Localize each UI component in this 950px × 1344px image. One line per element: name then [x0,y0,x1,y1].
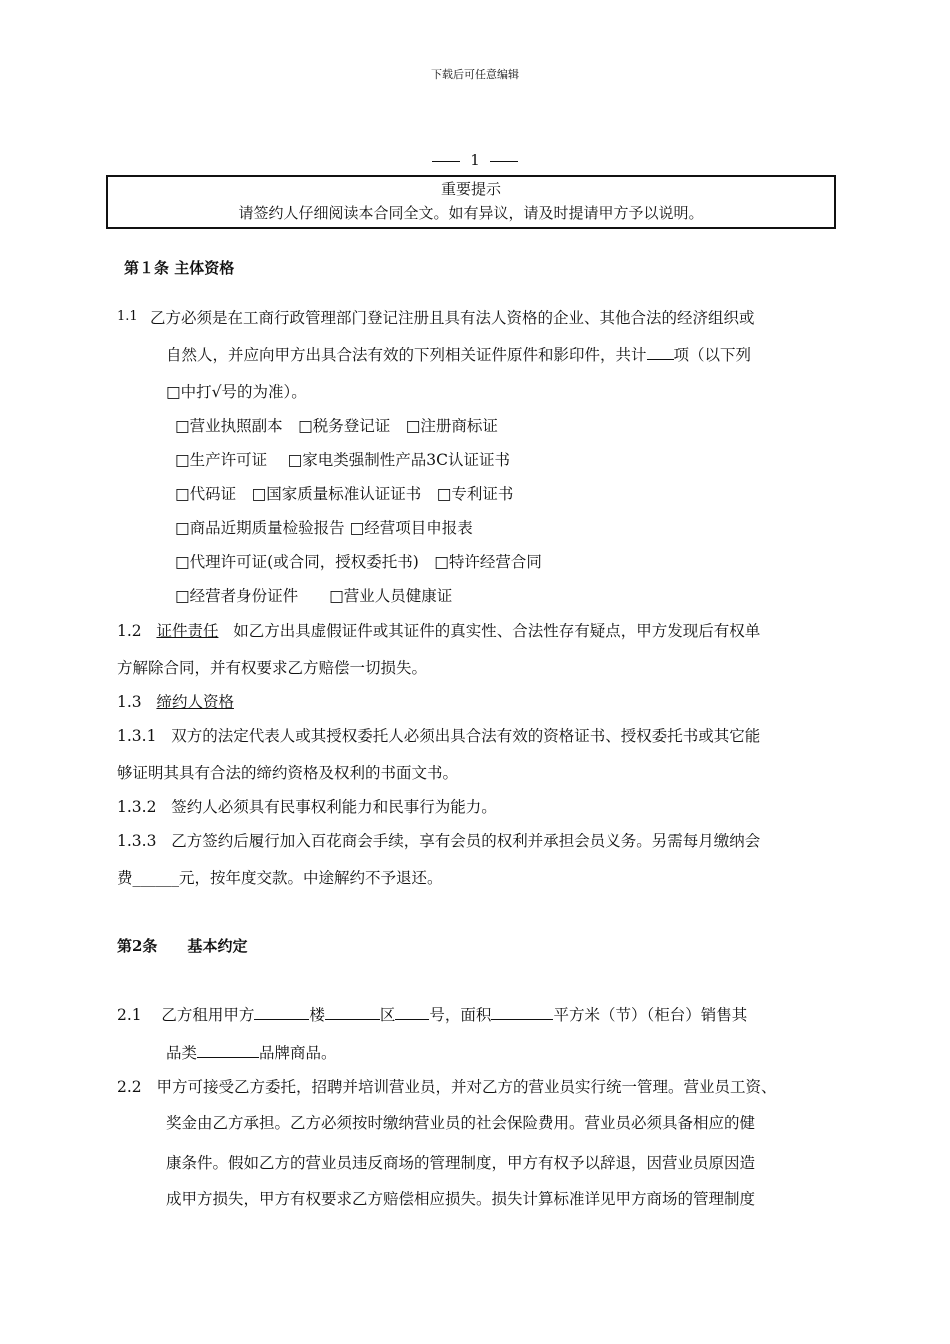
clause-1-3-3-number: 1.3.3 [117,832,157,850]
count-blank [647,344,674,360]
clause-2-2-text: 甲方可接受乙方委托，招聘并培训营业员，并对乙方的营业员实行统一管理。营业员工资、 [156,1078,777,1096]
page-number-value: 1 [470,151,480,169]
checklist-row: □代理许可证(或合同，授权委托书) □特许经营合同 [175,553,542,571]
clause-2-1-seg3: 区 [379,1006,396,1024]
clause-1-3-3-line1 [117,829,760,851]
clause-1-2-text: 如乙方出具虚假证件或其证件的真实性、合法性存有疑点，甲方发现后有权单 [233,622,761,640]
clause-2-1-line2-b: 品牌商品。 [259,1044,337,1062]
clause-1-3-3-line2: 费______元，按年度交款。中途解约不予退还。 [117,869,443,887]
clause-2-2-line4: 成甲方损失，甲方有权要求乙方赔偿相应损失。损失计算标准详见甲方商场的管理制度 [166,1190,756,1208]
clause-1-3-2-number: 1.3.2 [117,798,157,816]
clause-2-2-line1 [117,1075,776,1097]
clause-2-1-line2 [166,1041,337,1063]
dash-left [432,161,460,162]
checklist-row: □经营者身份证件 □营业人员健康证 [175,587,453,605]
clause-2-1-seg2: 楼 [309,1006,325,1024]
page-header: 下载后可任意编辑 [431,68,519,81]
clause-1-3-2-text: 签约人必须具有民事权利能力和民事行为能力。 [171,798,497,816]
clause-1-3-1-line1 [117,724,760,746]
dash-right [490,161,518,162]
checklist-row: □代码证 □国家质量标准认证证书 □专利证书 [175,485,514,503]
article-1-heading: 第１条 主体资格 [124,259,235,277]
clause-1-1-line2-a: 自然人，并应向甲方出具合法有效的下列相关证件原件和影印件，共计 [166,346,647,364]
article-2-heading: 第2条 基本约定 [117,937,248,955]
clause-2-1-number: 2.1 [117,1006,142,1024]
clause-1-1-line1: 乙方必须是在工商行政管理部门登记注册且具有法人资格的企业、其他合法的经济组织或 [150,309,755,327]
notice-body: 请签约人仔细阅读本合同全文。如有异议，请及时提请甲方予以说明。 [238,204,704,222]
clause-1-1-line2 [166,343,751,365]
clause-1-3-2 [117,795,497,817]
number-blank [395,1004,429,1020]
clause-2-1-seg4: 号，面积 [429,1006,492,1024]
clause-1-3 [117,690,234,712]
area-blank [491,1004,553,1020]
clause-1-2-number: 1.2 [117,622,142,640]
zone-blank [325,1004,380,1020]
clause-1-3-title: 缔约人资格 [156,693,234,711]
checklist-row: □营业执照副本 □税务登记证 □注册商标证 [175,417,498,435]
important-notice-box [106,175,836,229]
clause-1-3-1-number: 1.3.1 [117,727,157,745]
clause-1-2-title: 证件责任 [156,622,219,640]
clause-2-2-number: 2.2 [117,1078,142,1096]
checklist-row: □商品近期质量检验报告 □经营项目申报表 [175,519,473,537]
floor-blank [254,1004,309,1020]
clause-1-2-line2: 方解除合同，并有权要求乙方赔偿一切损失。 [117,659,428,677]
clause-1-3-1-line2: 够证明其具有合法的缔约资格及权利的书面文书。 [117,764,459,782]
clause-1-3-1-text: 双方的法定代表人或其授权委托人必须出具合法有效的资格证书、授权委托书或其它能 [171,727,761,745]
notice-title: 重要提示 [440,180,501,198]
page-number [0,151,950,169]
clause-1-3-3-text: 乙方签约后履行加入百花商会手续，享有会员的权利并承担会员义务。另需每月缴纳会 [171,832,761,850]
clause-2-2-line2: 奖金由乙方承担。乙方必须按时缴纳营业员的社会保险费用。营业员必须具备相应的健 [166,1114,756,1132]
clause-2-2-line3: 康条件。假如乙方的营业员违反商场的管理制度，甲方有权予以辞退，因营业员原因造 [166,1154,756,1172]
checklist-row: □生产许可证 □家电类强制性产品3C认证证书 [175,451,510,469]
clause-1-3-number: 1.3 [117,693,142,711]
clause-2-1-seg5: 平方米（节）（柜台）销售其 [553,1006,748,1024]
clause-2-1-line2-a: 品类 [166,1044,198,1062]
clause-1-2-line1 [117,619,760,641]
clause-1-1-line3: □中打√号的为准）。 [166,383,307,401]
clause-2-1-line1 [117,1003,747,1025]
clause-1-1-line2-b: 项（以下列 [673,346,752,364]
category-blank [197,1042,259,1058]
clause-1-1-number: 1.1 [117,309,138,324]
clause-2-1-seg1: 乙方租用甲方 [161,1006,255,1024]
